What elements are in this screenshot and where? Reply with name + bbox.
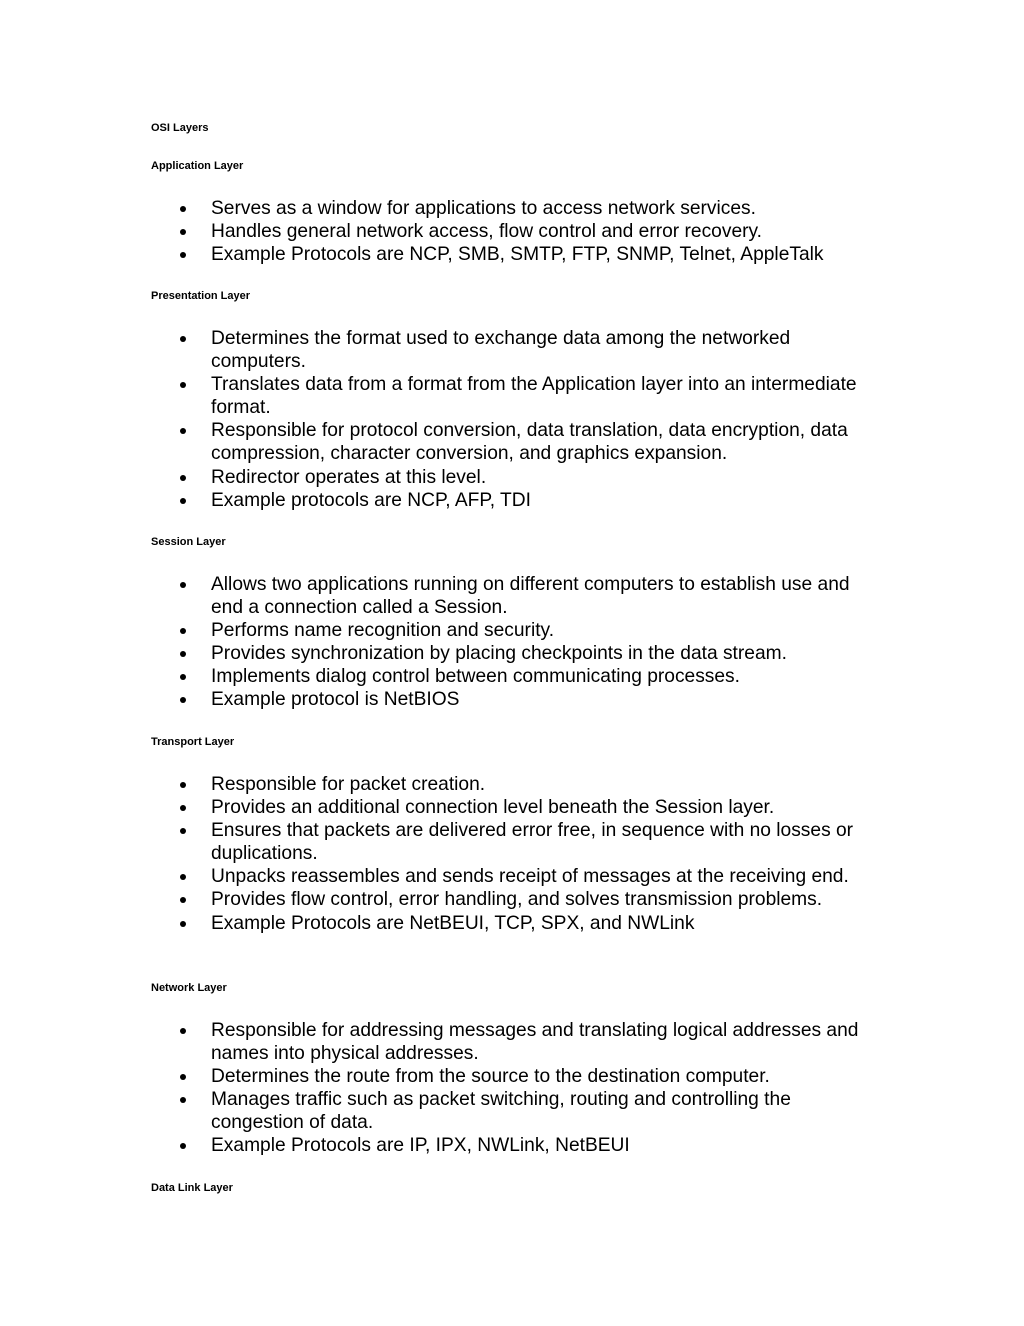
bullet-icon bbox=[180, 674, 186, 680]
list-item-text: Determines the route from the source to the destination computer. bbox=[211, 1066, 770, 1088]
list-item bbox=[0, 642, 871, 665]
list-item-text: Responsible for protocol conversion, data translation, data encryption, data compression, character conversion, and graphics expansion. bbox=[211, 420, 848, 465]
list-item-text: Example Protocols are NCP, SMB, SMTP, FTP, SNMP, Telnet, AppleTalk bbox=[211, 244, 824, 266]
section-heading: Application Layer bbox=[151, 160, 244, 172]
section-heading: Presentation Layer bbox=[151, 290, 251, 302]
list-item-text: Ensures that packets are delivered error free, in sequence with no losses or duplications. bbox=[211, 820, 854, 865]
list-item-text: Handles general network access, flow control and error recovery. bbox=[211, 221, 763, 243]
list-item bbox=[0, 373, 871, 419]
list-item-text: Provides flow control, error handling, and solves transmission problems. bbox=[211, 889, 823, 911]
list-item-text: Implements dialog control between communicating processes. bbox=[211, 666, 740, 688]
list-item bbox=[0, 1019, 871, 1065]
list-item-text: Responsible for addressing messages and translating logical addresses and names into physical addresses. bbox=[211, 1020, 859, 1065]
bullet-icon bbox=[180, 1028, 186, 1034]
bullet-icon bbox=[180, 1097, 186, 1103]
list-item-text: Provides synchronization by placing checkpoints in the data stream. bbox=[211, 643, 787, 665]
list-item bbox=[0, 489, 871, 512]
bullet-icon bbox=[180, 336, 186, 342]
bullet-icon bbox=[180, 828, 186, 834]
bullet-list bbox=[0, 327, 1024, 512]
list-item bbox=[0, 1065, 871, 1088]
list-item-text: Unpacks reassembles and sends receipt of messages at the receiving end. bbox=[211, 866, 849, 888]
bullet-icon bbox=[180, 805, 186, 811]
list-item bbox=[0, 197, 871, 220]
list-item-text: Performs name recognition and security. bbox=[211, 620, 555, 642]
list-item-text: Provides an additional connection level beneath the Session layer. bbox=[211, 797, 775, 819]
bullet-icon bbox=[180, 697, 186, 703]
section-heading: Session Layer bbox=[151, 536, 226, 548]
bullet-icon bbox=[180, 252, 186, 258]
bullet-icon bbox=[180, 229, 186, 235]
section-heading: Data Link Layer bbox=[151, 1182, 233, 1194]
list-item-text: Translates data from a format from the Application layer into an intermediate format. bbox=[211, 374, 857, 419]
section-heading: Network Layer bbox=[151, 982, 227, 994]
bullet-icon bbox=[180, 1074, 186, 1080]
list-item bbox=[0, 220, 871, 243]
list-item-text: Serves as a window for applications to access network services. bbox=[211, 198, 756, 219]
section-heading: Transport Layer bbox=[151, 736, 235, 748]
list-item bbox=[0, 773, 871, 796]
bullet-icon bbox=[180, 582, 186, 588]
document-title: OSI Layers bbox=[151, 122, 209, 134]
bullet-list bbox=[0, 573, 1024, 712]
list-item-text: Responsible for packet creation. bbox=[211, 774, 486, 795]
bullet-icon bbox=[180, 782, 186, 788]
bullet-icon bbox=[180, 921, 186, 927]
list-item-text: Redirector operates at this level. bbox=[211, 466, 487, 488]
bullet-icon bbox=[180, 206, 186, 212]
list-item-text: Example Protocols are NetBEUI, TCP, SPX, and NWLink bbox=[211, 912, 695, 934]
list-item bbox=[0, 419, 871, 465]
list-item bbox=[0, 243, 871, 266]
list-item bbox=[0, 1134, 871, 1157]
list-item-text: Example Protocols are IP, IPX, NWLink, NetBEUI bbox=[211, 1135, 630, 1157]
bullet-icon bbox=[180, 428, 186, 434]
bullet-icon bbox=[180, 475, 186, 481]
bullet-list bbox=[0, 197, 1024, 266]
list-item bbox=[0, 665, 871, 688]
list-item bbox=[0, 1088, 871, 1134]
bullet-icon bbox=[180, 498, 186, 504]
list-item-text: Example protocols are NCP, AFP, TDI bbox=[211, 489, 531, 511]
list-item bbox=[0, 619, 871, 642]
bullet-icon bbox=[180, 628, 186, 634]
list-item-text: Allows two applications running on different computers to establish use and end a connection called a Session. bbox=[211, 574, 850, 619]
bullet-icon bbox=[180, 382, 186, 388]
list-item bbox=[0, 573, 871, 619]
list-item-text: Example protocol is NetBIOS bbox=[211, 689, 460, 711]
bullet-icon bbox=[180, 651, 186, 657]
bullet-list bbox=[0, 773, 1024, 935]
list-item bbox=[0, 466, 871, 489]
list-item bbox=[0, 819, 871, 865]
list-item-text: Manages traffic such as packet switching, routing and controlling the congestion of data. bbox=[211, 1089, 791, 1134]
list-item bbox=[0, 327, 871, 373]
list-item bbox=[0, 796, 871, 819]
list-item-text: Determines the format used to exchange data among the networked computers. bbox=[211, 328, 791, 373]
list-item bbox=[0, 888, 871, 911]
list-item bbox=[0, 865, 871, 888]
list-item bbox=[0, 688, 871, 711]
bullet-list bbox=[0, 1019, 1024, 1158]
bullet-icon bbox=[180, 1143, 186, 1149]
bullet-icon bbox=[180, 897, 186, 903]
bullet-icon bbox=[180, 874, 186, 880]
list-item bbox=[0, 912, 871, 935]
